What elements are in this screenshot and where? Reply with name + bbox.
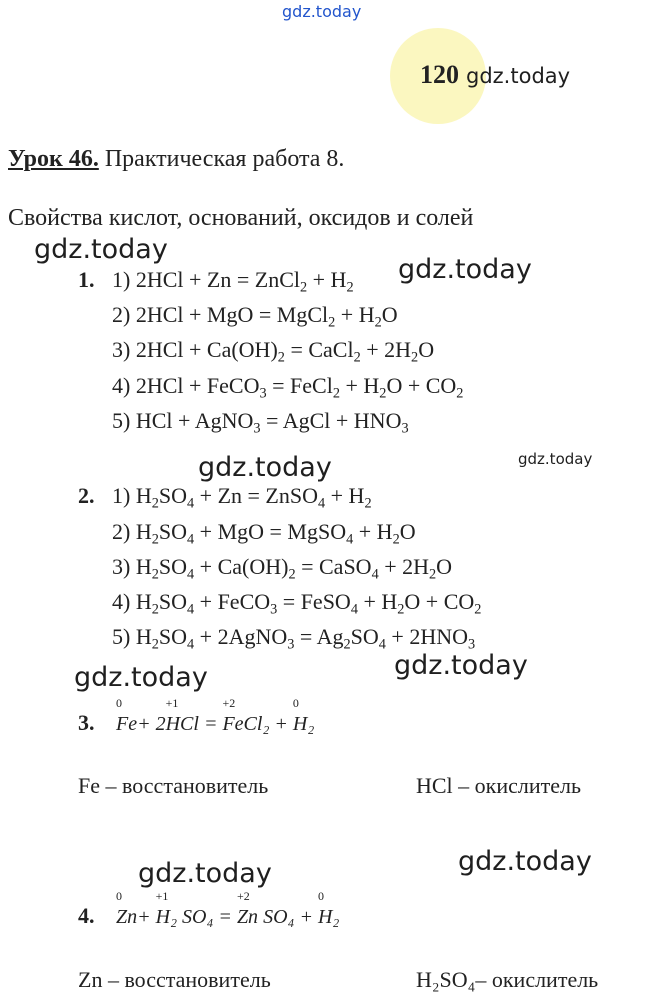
h2-reactant: +1 H₂ (155, 889, 178, 928)
watermark: gdz.today (34, 234, 168, 265)
oxidation-state: 0 (292, 696, 299, 710)
oxidation-state: +2 (236, 889, 250, 903)
watermark: gdz.today (198, 452, 332, 483)
h2-product: 0 H₂ (292, 696, 315, 735)
task-2-equation-1: 1) $H_2SO_4 + Zn$ = ZnSO$_4$ + $H_2$ (112, 483, 372, 512)
task-2-equation-4: 4) $H_2SO_4$ + FeCO$_3$ = FeSO$_4$ + $H_2O + CO_2$ (112, 589, 482, 618)
task-3-number: 3. (78, 710, 95, 735)
task-3-reducer: Fe – восстановитель (78, 773, 269, 798)
watermark: gdz.today (394, 650, 528, 681)
task-1-equation-5: 5) HCl + AgNO$_3$ = AgCl + $HNO_3$ (112, 408, 409, 437)
oxidation-state: 0 (116, 696, 122, 710)
task-2-number: 2. (78, 483, 95, 508)
lesson-heading (8, 146, 344, 173)
task-1-equation-2: 2) 2HCl + MgO = MgCl$_2$ + $H_2O$ (112, 302, 398, 331)
oxidation-state: 0 (317, 889, 324, 903)
fe-product: +2 Fe (222, 696, 244, 735)
task-1-number: 1. (78, 267, 95, 292)
h-reactant: +1 H (165, 696, 181, 735)
task-1-equation-4: 4) 2HCl + FeCO$_3$ = FeCl$_2$ + $H_2O + CO_2$ (112, 373, 464, 402)
watermark: gdz.today (518, 450, 593, 468)
oxidation-state: +2 (222, 696, 236, 710)
oxidation-state: +1 (155, 889, 169, 903)
watermark: gdz.today (138, 858, 272, 889)
zn-product: +2 Zn (236, 889, 259, 928)
watermark: gdz.today (74, 662, 208, 693)
page-number: 120 (420, 60, 459, 89)
lesson-subtitle: Свойства кислот, оснований, оксидов и солей (8, 205, 474, 231)
h2-product: 0 H₂ (317, 889, 340, 928)
lesson-number: Урок 46. (8, 146, 99, 172)
task-4-reducer: Zn – восстановитель (78, 967, 271, 992)
watermark-page: gdz.today (466, 64, 571, 88)
oxidation-state: +1 (165, 696, 179, 710)
zn-reactant: 0 Zn (116, 889, 138, 928)
watermark-top: gdz.today (282, 2, 362, 21)
fe-reactant: 0 Fe (116, 696, 138, 735)
task-3-oxidizer: HCl – окислитель (416, 773, 582, 798)
watermark: gdz.today (398, 254, 532, 285)
task-3-redox-equation: 0 Fe+ 2 +1 HCl = +2 FeCl₂ + 0 H₂ (116, 696, 315, 735)
task-1-equation-3: 3) $2HCl + Ca(OH)_2$ = CaCl$_2$ + $2H_2O$ (112, 337, 435, 366)
oxidation-state: 0 (116, 889, 122, 903)
task-4-oxidizer: H₂SO₄– окислитель (416, 967, 599, 992)
task-2-equation-5: 5) $H_2SO_4$ + 2AgNO$_3$ = $Ag_2SO_4 + 2HNO_3$ (112, 624, 476, 653)
lesson-title: Практическая работа 8. (98, 146, 345, 172)
task-4-redox-equation: 0 Zn+ +1 H₂ SO₄ = +2 Zn SO₄ + 0 H₂ (116, 889, 340, 928)
task-4-number: 4. (78, 903, 95, 928)
task-1-equation-1: 1) 2HCl + Zn = ZnCl$_2$ + $H_2$ (112, 267, 354, 296)
watermark: gdz.today (458, 846, 592, 877)
task-2-equation-3: 3) $H_2SO_4 + Ca(OH)_2$ = CaSO$_4$ + $2H_2O$ (112, 554, 453, 583)
task-2-equation-2: 2) $H_2SO_4$ + MgO = MgSO$_4$ + $H_2O$ (112, 519, 416, 548)
